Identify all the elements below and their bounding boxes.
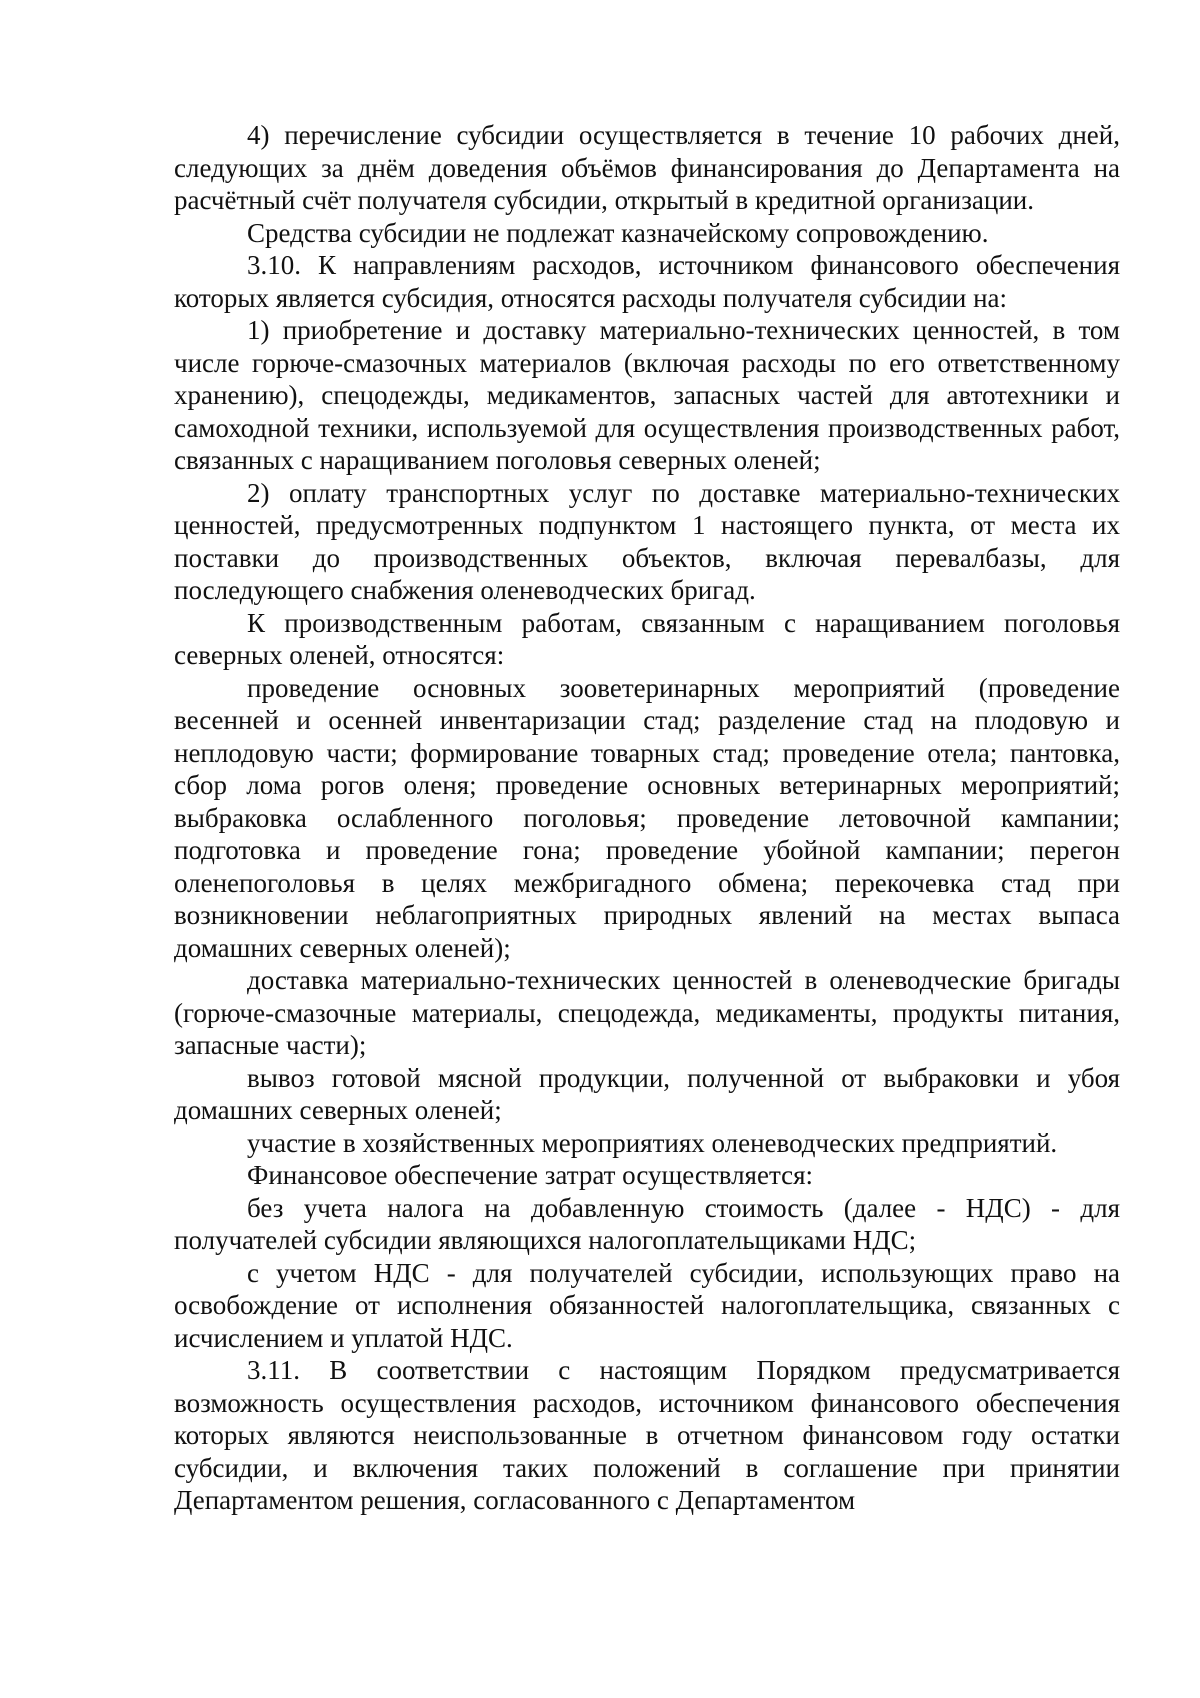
paragraph-economic-activities: участие в хозяйственных мероприятиях оленеводческих предприятий.: [247, 1127, 1058, 1158]
document-page: [174, 119, 1120, 1517]
paragraph-item-1-acquisition: 1) приобретение и доставку материально-технических ценностей, в том числе горюче-смазочных материалов (включая расходы по его ответственному хранению), спецодежды, медикаментов, запасных частей для автотехники и самоходной техники, используемой для осуществления производственных работ, связанных с наращиванием поголовья северных оленей;: [174, 315, 1120, 475]
paragraph-item-2-transport: 2) оплату транспортных услуг по доставке материально-технических ценностей, предусмотренных подпунктом 1 настоящего пункта, от места их поставки до производственных объектов, включая перевалбазы, для последующего снабжения оленеводческих бригад.: [174, 477, 1120, 605]
paragraph-zooveterinary-measures: проведение основных зооветеринарных мероприятий (проведение весенней и осенней инвентаризации стад; разделение стад на плодовую и неплодовую части; формирование товарных стад; проведение отела; пантовка, сбор лома рогов оленя; проведение основных ветеринарных мероприятий; выбраковка ослабленного поголовья; проведение летовочной кампании; подготовка и проведение гона; проведение убойной кампании; перегон оленепоголовья в целях межбригадного обмена; перекочевка стад при возникновении неблагоприятных природных явлений на местах выпаса домашних северных оленей);: [174, 672, 1120, 963]
paragraph-item-4-transfer: 4) перечисление субсидии осуществляется в течение 10 рабочих дней, следующих за днём доведения объёмов финансирования до Департамента на расчётный счёт получателя субсидии, открытый в кредитной организации.: [174, 120, 1120, 215]
paragraph-treasury-support: Средства субсидии не подлежат казначейскому сопровождению.: [247, 217, 989, 248]
paragraph-section-3-10: 3.10. К направлениям расходов, источником финансового обеспечения которых является субсидия, относятся расходы получателя субсидии на:: [174, 250, 1120, 313]
paragraph-without-vat: без учета налога на добавленную стоимость (далее - НДС) - для получателей субсидии являющихся налогоплательщиками НДС;: [174, 1192, 1120, 1255]
paragraph-meat-export: вывоз готовой мясной продукции, полученной от выбраковки и убоя домашних северных оленей;: [174, 1062, 1120, 1125]
paragraph-section-3-11: 3.11. В соответствии с настоящим Порядком предусматривается возможность осуществления расходов, источником финансового обеспечения которых являются неиспользованные в отчетном финансовом году остатки субсидии, и включения таких положений в соглашение при принятии Департаментом решения, согласованного с Департаментом: [174, 1355, 1120, 1515]
paragraph-with-vat: с учетом НДС - для получателей субсидии, использующих право на освобождение от исполнения обязанностей налогоплательщика, связанных с исчислением и уплатой НДС.: [174, 1257, 1120, 1353]
paragraph-delivery-to-brigades: доставка материально-технических ценностей в оленеводческие бригады (горюче-смазочные материалы, спецодежда, медикаменты, продукты питания, запасные части);: [174, 965, 1120, 1060]
paragraph-financing-heading: Финансовое обеспечение затрат осуществляется:: [247, 1160, 813, 1190]
paragraph-production-works: К производственным работам, связанным с наращиванием поголовья северных оленей, относятся:: [174, 607, 1120, 670]
